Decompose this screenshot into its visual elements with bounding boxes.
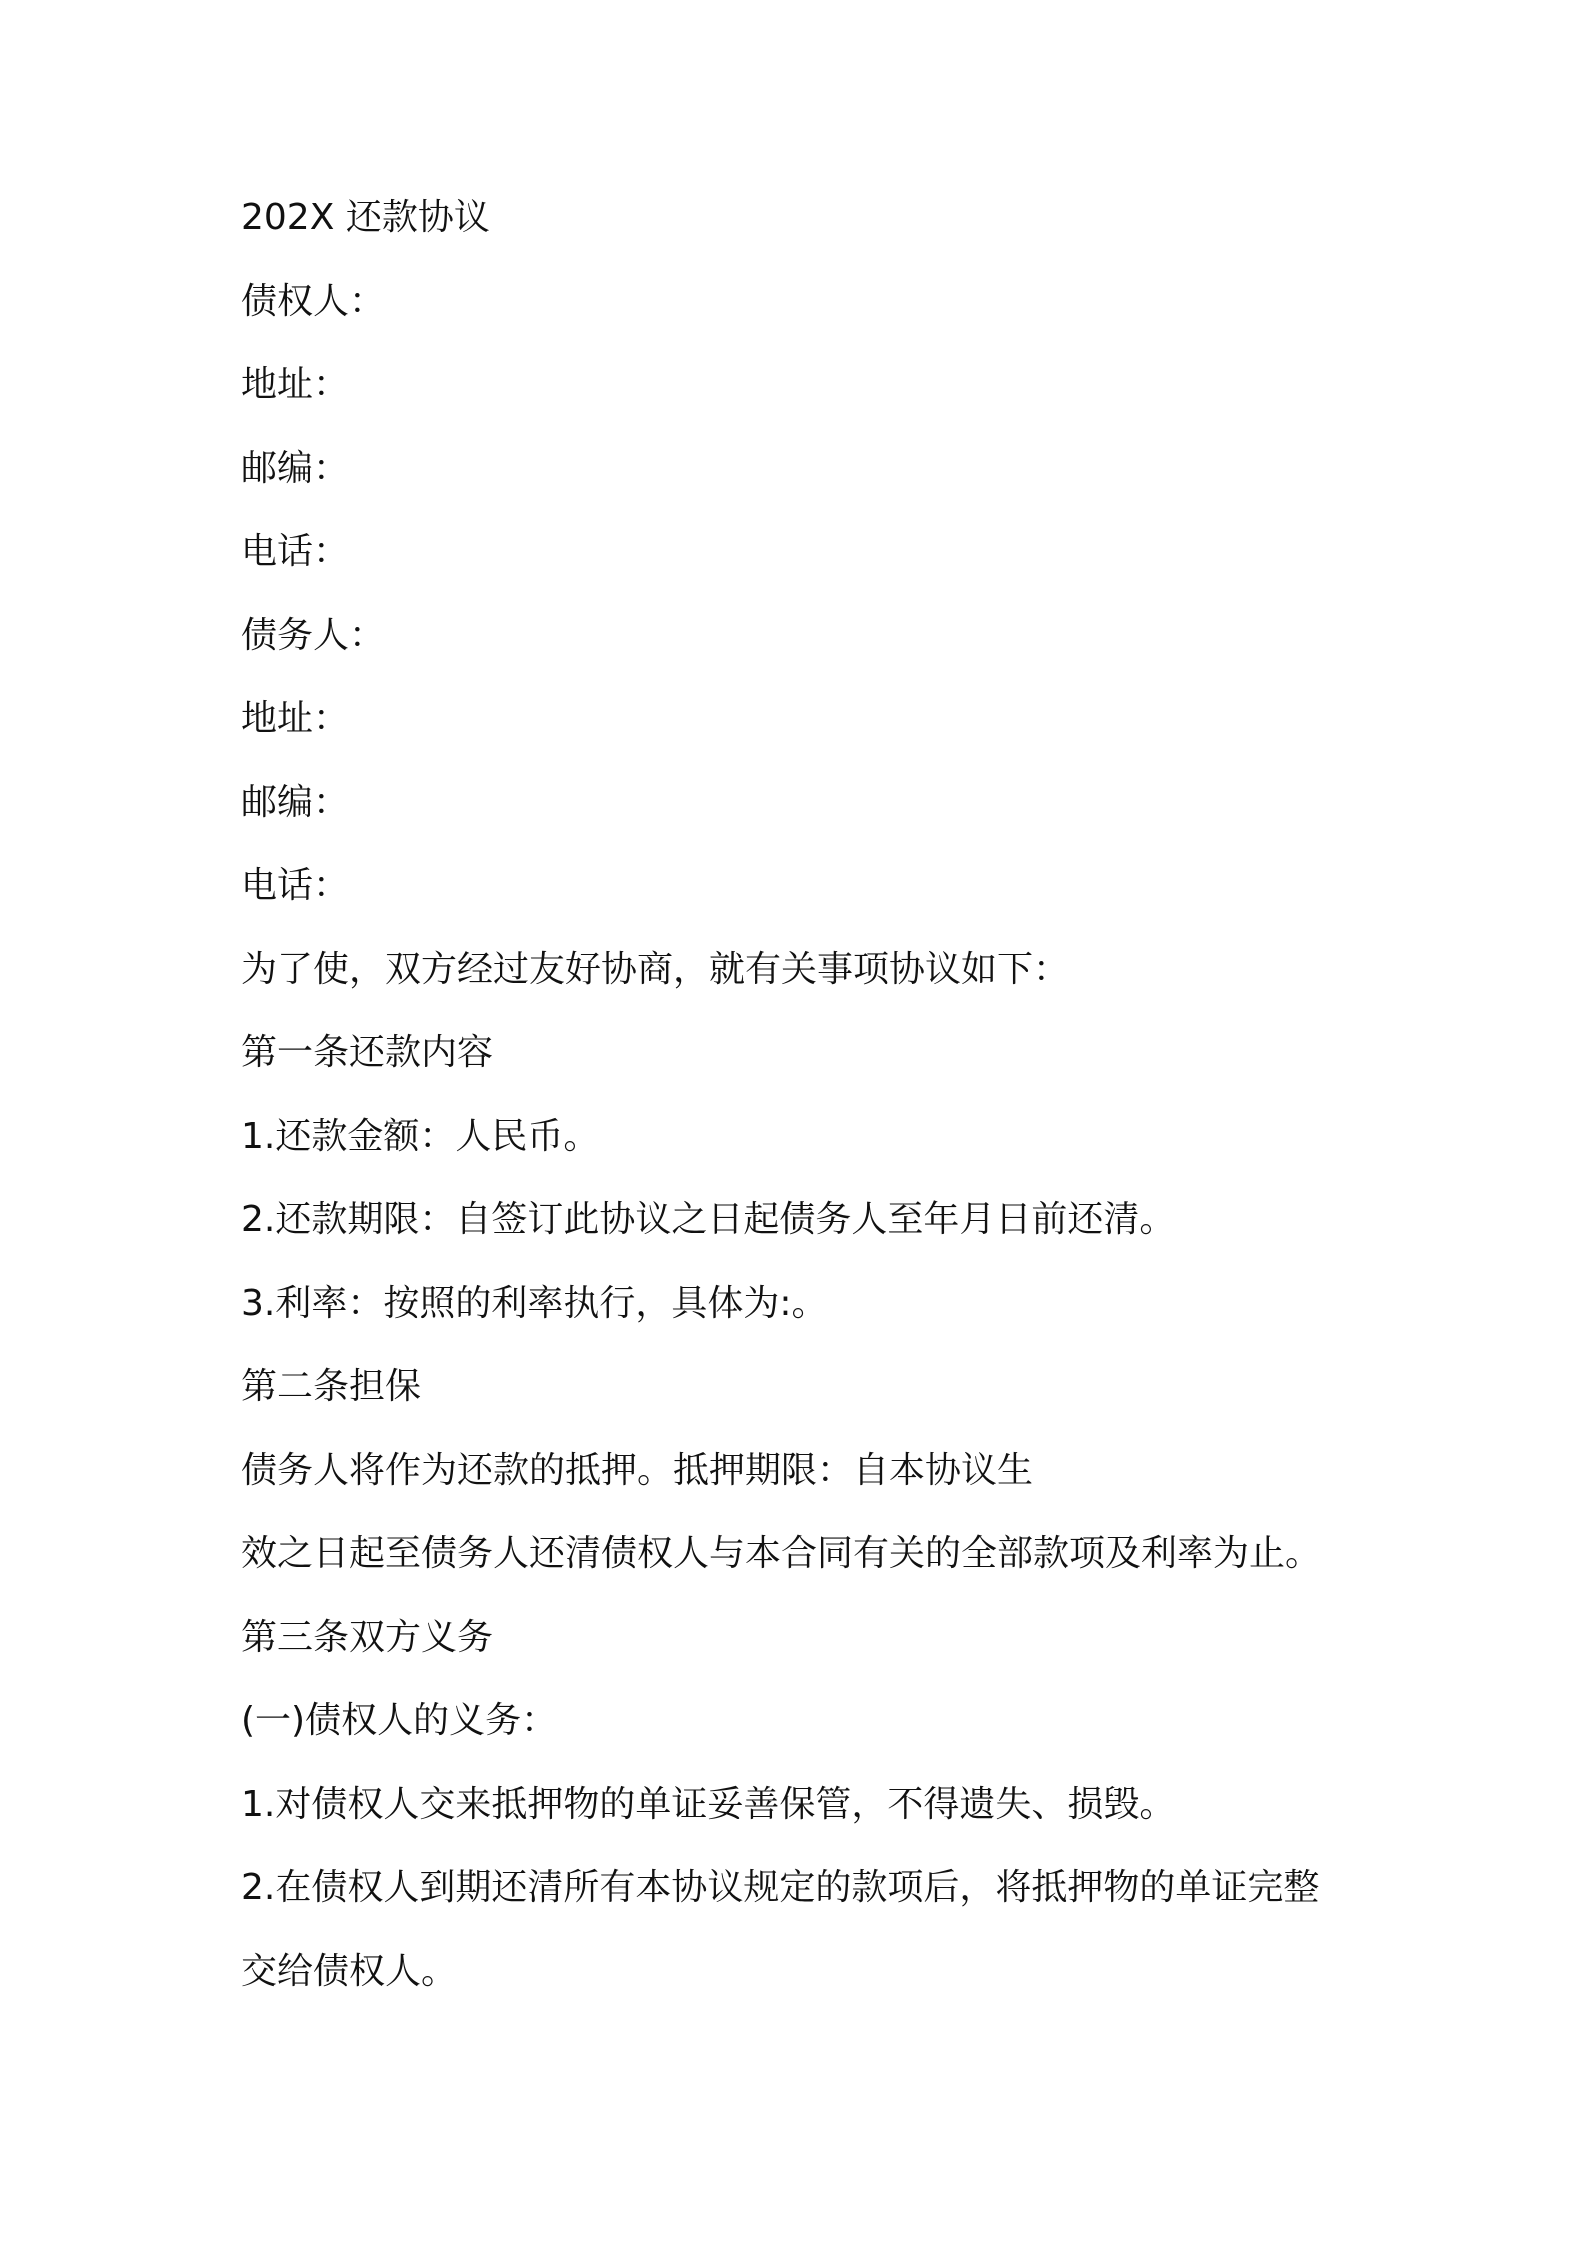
article-3-heading: 第三条双方义务: [241, 1616, 494, 1658]
creditor-obligations-heading: (一)债权人的义务：: [241, 1700, 558, 1741]
creditor-obligation-1: 1.对债权人交来抵押物的单证妥善保管，不得遗失、损毁。: [241, 1783, 1176, 1825]
article-1-item-3: 3.利率：按照的利率执行，具体为:。: [241, 1282, 828, 1324]
creditor-postcode-label: 邮编：: [241, 447, 350, 489]
creditor-label: 债权人：: [241, 280, 386, 322]
article-1-item-2: 2.还款期限：自签订此协议之日起债务人至年月日前还清。: [241, 1199, 1176, 1240]
agreement-body: [241, 196, 1381, 2033]
debtor-address-label: 地址：: [241, 698, 350, 739]
debtor-postcode-label: 邮编：: [241, 781, 350, 823]
article-2-paragraph-line-1: 债务人将作为还款的抵押。抵押期限：自本协议生: [241, 1449, 1034, 1491]
article-1-item-1: 1.还款金额：人民币。: [241, 1115, 600, 1157]
debtor-phone-label: 电话：: [241, 865, 350, 906]
article-2-heading: 第二条担保: [241, 1366, 422, 1407]
preamble-paragraph: 为了使，双方经过友好协商，就有关事项协议如下：: [241, 948, 1070, 990]
creditor-obligation-2-line-1: 2.在债权人到期还清所有本协议规定的款项后，将抵押物的单证完整: [241, 1867, 1320, 1908]
article-2-paragraph-line-2: 效之日起至债务人还清债权人与本合同有关的全部款项及利率为止。: [241, 1533, 1322, 1574]
creditor-address-label: 地址：: [241, 364, 350, 405]
debtor-label: 债务人：: [241, 614, 386, 656]
document-title: 202X 还款协议: [241, 197, 490, 238]
creditor-obligation-2-line-2: 交给债权人。: [241, 1950, 458, 1992]
creditor-phone-label: 电话：: [241, 531, 350, 572]
article-1-heading: 第一条还款内容: [241, 1032, 494, 1073]
